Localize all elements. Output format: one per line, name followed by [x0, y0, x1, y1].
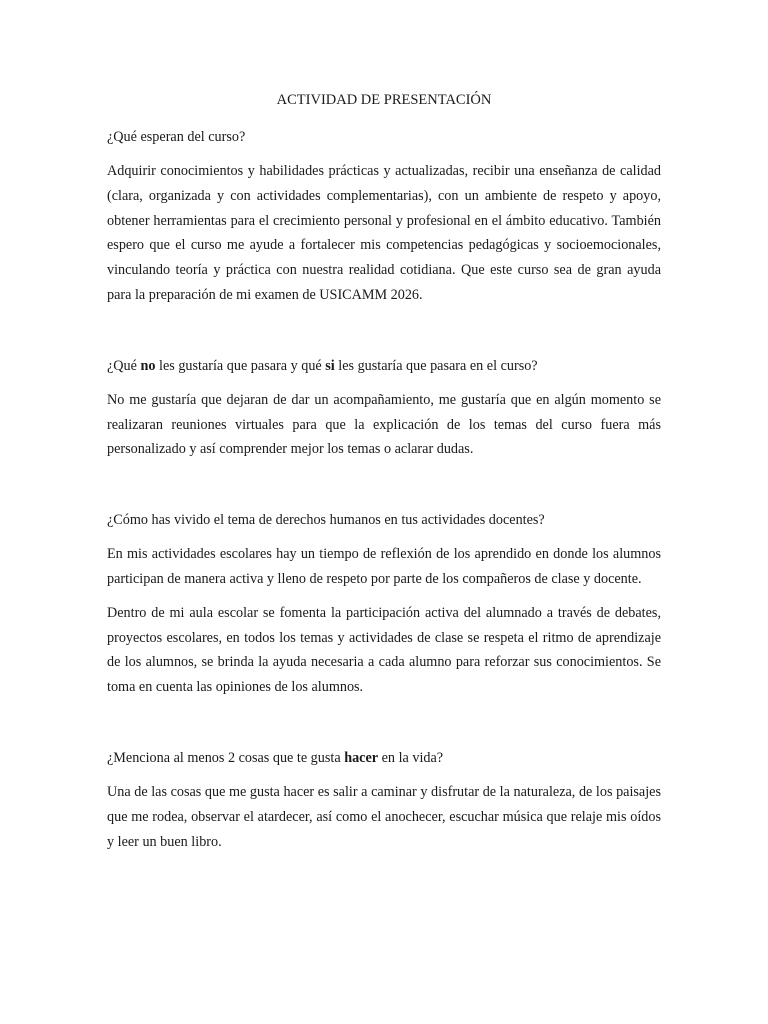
- question-4-bold-hacer: hacer: [344, 749, 379, 766]
- section-spacer: [107, 709, 661, 747]
- question-4-text-b: en la vida?: [378, 749, 444, 766]
- question-4-text-a: ¿Menciona al menos 2 cosas que te gusta: [107, 749, 345, 766]
- answer-3-paragraph-1: En mis actividades escolares hay un tiempo de reflexión de los aprendido en donde los alumnos participan de manera activa y lleno de respeto por parte de los compañeros de clase y docente.: [107, 546, 661, 587]
- question-2-text-b: les gustaría que pasara y qué: [155, 357, 326, 374]
- question-3: ¿Cómo has vivido el tema de derechos humanos en tus actividades docentes?: [107, 512, 545, 529]
- question-2-bold-si: si: [325, 357, 335, 374]
- answer-1: Adquirir conocimientos y habilidades prácticas y actualizadas, recibir una enseñanza de calidad (clara, organizada y con actividades complementarias), con un ambiente de respeto y apoyo, obtener herramientas para el crecimiento personal y profesional en el ámbito educativo. También espero que el curso me ayude a fortalecer mis competencias pedagógicas y socioemocionales, vinculando teoría y práctica con nuestra realidad cotidiana. Que este curso sea de gran ayuda para la preparación de mi examen de USICAMM 2026.: [107, 163, 661, 303]
- question-2: [107, 355, 661, 377]
- question-2-text-a: ¿Qué: [107, 357, 141, 374]
- answer-3-paragraph-2: Dentro de mi aula escolar se fomenta la participación activa del alumnado a través de debates, proyectos escolares, en todos los temas y actividades de clase se respeta el ritmo de aprendizaje de los alumnos, se brinda la ayuda necesaria a cada alumno para reforzar sus conocimientos. Se toma en cuenta las opiniones de los alumnos.: [107, 604, 661, 696]
- section-spacer: [107, 317, 661, 355]
- question-2-text-c: les gustaría que pasara en el curso?: [334, 357, 538, 374]
- question-4: [107, 747, 661, 769]
- document-title: ACTIVIDAD DE PRESENTACIÓN: [276, 92, 492, 108]
- section-spacer: [107, 471, 661, 509]
- question-2-bold-no: no: [140, 357, 156, 374]
- answer-4: Una de las cosas que me gusta hacer es salir a caminar y disfrutar de la naturaleza, de los paisajes que me rodea, observar el atardecer, así como el anochecer, escuchar música que relaje mis oídos y leer un buen libro.: [107, 783, 661, 850]
- answer-2: No me gustaría que dejaran de dar un acompañamiento, me gustaría que en algún momento se realizaran reuniones virtuales para que la explicación de los temas del curso fuera más personalizado y así comprender mejor los temas o aclarar dudas.: [107, 391, 661, 458]
- question-1: ¿Qué esperan del curso?: [107, 129, 246, 145]
